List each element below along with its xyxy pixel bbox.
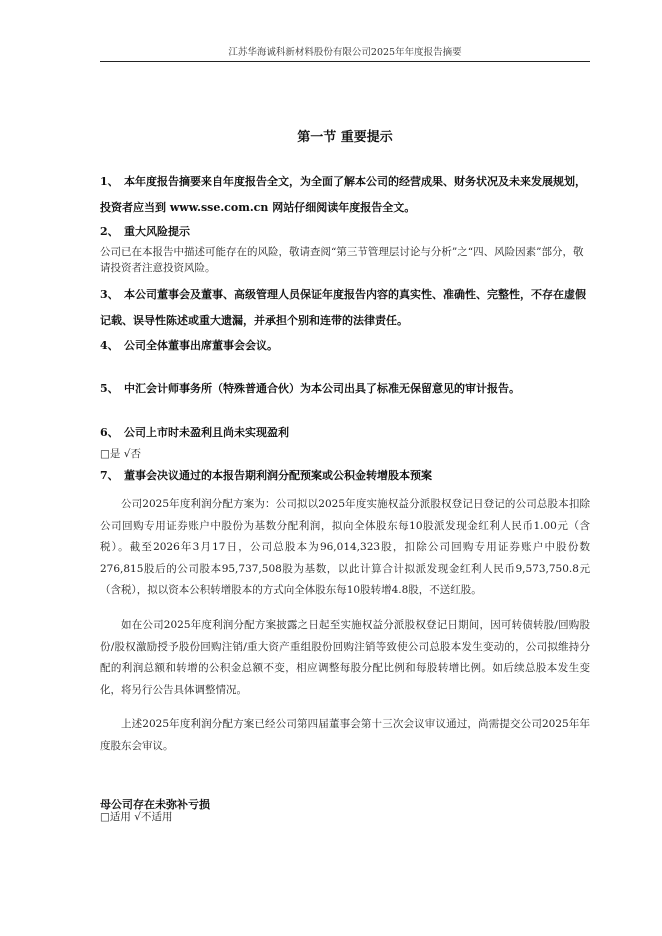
deficit-title: 母公司存在未弥补亏损 (100, 798, 210, 811)
item-number: 5、 (100, 382, 119, 395)
item-3 (100, 282, 590, 334)
checkbox-options: □是 √否 (100, 448, 141, 460)
item-number: 2、 (100, 225, 119, 238)
item-2 (100, 219, 590, 245)
item-text: 本年度报告摘要来自年度报告全文，为全面了解本公司的经营成果、财务状况及未来发展规划，投资者应当到 www.sse.com.cn 网站仔细阅读年度报告全文。 (100, 175, 586, 214)
approval-paragraph: 上述2025年度利润分配方案已经公司第四届董事会第十三次会议审议通过，尚需提交公司2025年年度股东会审议。 (100, 718, 590, 752)
item-number: 1、 (100, 175, 119, 188)
item-number: 6、 (100, 426, 119, 439)
header-divider (100, 61, 590, 62)
section-title: 第一节 重要提示 (297, 130, 393, 145)
item-text: 中汇会计师事务所（特殊普通合伙）为本公司出具了标准无保留意见的审计报告。 (124, 382, 520, 395)
item-7 (100, 463, 590, 489)
page-header: 江苏华海诚科新材料股份有限公司2025年年度报告摘要 (228, 47, 462, 58)
item-4 (100, 333, 590, 359)
adjustment-paragraph: 如在公司2025年度利润分配方案披露之日起至实施权益分派股权登记日期间，因可转债转股/回购股份/股权激励授予股份回购注销/重大资产重组股份回购注销等致使公司总股本发生变动的，公司拟维持分配的利润总额和转增的公积金总额不变，相应调整每股分配比例和每股转增比例。如后续总股本发生变化，将另行公告具体调整情况。 (100, 619, 590, 696)
item-text: 本公司董事会及董事、高级管理人员保证年度报告内容的真实性、准确性、完整性，不存在虚假记载、误导性陈述或重大遗漏，并承担个别和连带的法律责任。 (100, 288, 586, 327)
item-text: 重大风险提示 (124, 225, 190, 238)
item-number: 4、 (100, 339, 119, 352)
item-1 (100, 169, 590, 221)
item-text: 公司上市时未盈利且尚未实现盈利 (124, 426, 289, 439)
item-text: 公司全体董事出席董事会会议。 (124, 339, 278, 352)
item-6 (100, 420, 590, 446)
deficit-options: □适用 √不适用 (100, 811, 173, 823)
item-text: 董事会决议通过的本报告期利润分配预案或公积金转增股本预案 (124, 469, 432, 482)
item-number: 7、 (100, 469, 119, 482)
item-number: 3、 (100, 288, 119, 301)
risk-notice-text: 公司已在本报告中描述可能存在的风险，敬请查阅“第三节管理层讨论与分析”之“四、风险因素”部分，敬请投资者注意投资风险。 (100, 246, 584, 274)
item-5 (100, 376, 590, 402)
profit-distribution-paragraph: 公司2025年度利润分配方案为：公司拟以2025年度实施权益分派股权登记日登记的公司总股本扣除公司回购专用证券账户中股份为基数分配利润，拟向全体股东每10股派发现金红利人民币1.00元（含税）。截至2026年3月17日，公司总股本为96,014,323股，扣除公司回购专用证券账户中股份数276,815股后的公司股本95,737,508股为基数，以此计算合计拟派发现金红利人民币9,573,750.8元（含税），拟以资本公积转增股本的方式向全体股东每10股转增4.8股，不送红股。 (100, 498, 590, 596)
